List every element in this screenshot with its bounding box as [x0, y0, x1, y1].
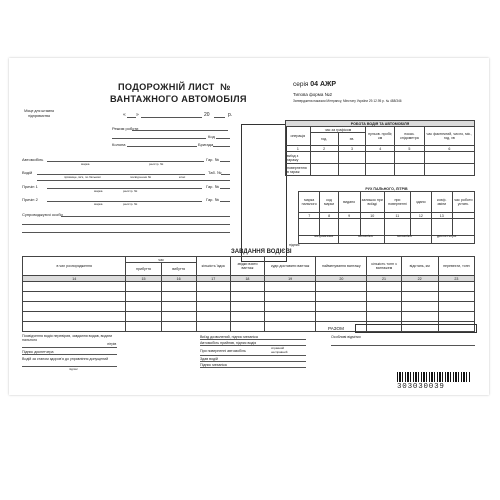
tt-cell[interactable] [265, 312, 316, 322]
ok-label: справний [271, 346, 285, 350]
svid-label: посвідчення № [130, 175, 152, 179]
tt-num: 20 [316, 276, 367, 282]
tr1-sub1: марка [94, 189, 103, 193]
form-approved: Затверджена наказом Мінтрансу, Мінстату України 29.12.95 р. № 488/346 [293, 99, 402, 103]
gar-label: Гар. № [206, 157, 219, 162]
health-label: Водій за станом здоров'я до управління допущений [22, 357, 109, 361]
gar2-field[interactable] [220, 188, 230, 189]
trailer1-label: Причіп 1 [22, 184, 38, 189]
tt-col: кількість тонн з вантажем [367, 257, 401, 276]
auto-field[interactable] [47, 161, 204, 162]
tt-col-time: час [126, 257, 196, 263]
tt-cell[interactable] [316, 312, 367, 322]
ft-cell[interactable] [431, 219, 452, 236]
total-label: РАЗОМ [328, 326, 344, 331]
escort-field-3[interactable] [22, 232, 230, 233]
wt-num: 4 [366, 146, 395, 152]
tr2-sub2: реєстр. № [123, 202, 138, 206]
tt-num: 17 [196, 276, 230, 282]
work-table [285, 120, 475, 176]
escort-field-2[interactable] [22, 224, 230, 225]
auto-sub1: марка [81, 162, 90, 166]
tt-cell[interactable] [438, 312, 474, 322]
tt-col: кількість їздок [196, 257, 230, 276]
tt-num: 21 [367, 276, 401, 282]
tt-col: прибуття [126, 263, 161, 276]
ft-num: 9 [338, 213, 360, 219]
tt-cell[interactable] [23, 322, 126, 332]
tt-cell[interactable] [161, 282, 196, 292]
wt-col-op: операція [286, 127, 311, 146]
tt-cell[interactable] [126, 302, 161, 312]
return-field[interactable] [200, 355, 306, 356]
ft-col: здано [410, 192, 431, 213]
gar-field[interactable] [220, 161, 230, 162]
footer-check: Посвідчення водія перевірив, завдання видав, видати пального [22, 334, 113, 343]
wt-cell[interactable] [366, 152, 395, 164]
tt-col: звідки взяти вантаж [230, 257, 264, 276]
day-field[interactable] [127, 117, 136, 118]
tt-cell[interactable] [230, 312, 264, 322]
tt-cell[interactable] [230, 322, 264, 332]
sign-mechanic1: механіка [358, 234, 373, 238]
wt-num: 6 [424, 146, 474, 152]
ft-col: залишок при виїзді [360, 192, 384, 213]
tt-cell[interactable] [316, 302, 367, 312]
ft-col: при поверненні [384, 192, 410, 213]
tt-cell[interactable] [265, 282, 316, 292]
title-line2: ВАНТАЖНОГО АВТОМОБІЛЯ [110, 94, 247, 104]
wt-num: 5 [395, 146, 425, 152]
ft-cell[interactable] [299, 219, 320, 236]
work-mode-label: Режим роботи [112, 126, 139, 131]
ft-cell[interactable] [384, 219, 410, 236]
tt-num: 23 [438, 276, 474, 282]
tt-num: 16 [161, 276, 196, 282]
dispatcher-sign-label: Підпис диспетчера [22, 350, 54, 354]
wt-col-zero: нульов. пробіг, км [366, 127, 395, 146]
tab-label: Таб. № [208, 170, 222, 175]
wt-cell[interactable] [310, 152, 338, 164]
tt-cell[interactable] [401, 312, 438, 322]
auto-label: Автомобіль [22, 157, 44, 162]
tt-col: відстань, км [401, 257, 438, 276]
wt-cell[interactable] [338, 152, 366, 164]
tt-cell[interactable] [401, 282, 438, 292]
tt-cell[interactable] [126, 312, 161, 322]
date-year: 20 [204, 112, 210, 118]
tt-num: 18 [230, 276, 264, 282]
tt-col: вибуття [161, 263, 196, 276]
gar2-label: Гар. № [206, 184, 219, 189]
tt-cell[interactable] [265, 322, 316, 332]
stamp-box [241, 124, 287, 262]
footer-field[interactable] [22, 347, 117, 348]
brigade-field[interactable] [213, 146, 230, 147]
trailer2-label: Причіп 2 [22, 197, 38, 202]
return-label: При поверненні автомобіль [200, 349, 246, 353]
tt-cell[interactable] [23, 312, 126, 322]
ft-num: 7 [299, 213, 320, 219]
task-title: ЗАВДАННЯ ВОДІЄВІ [231, 249, 292, 255]
wt-cell[interactable] [338, 164, 366, 176]
tt-cell[interactable] [367, 292, 401, 302]
work-mode-field[interactable] [132, 130, 228, 131]
gar3-field[interactable] [220, 201, 230, 202]
ft-num: 8 [320, 213, 338, 219]
waybill-form [9, 58, 489, 395]
tt-cell[interactable] [367, 312, 401, 322]
tab-field[interactable] [221, 174, 230, 175]
form-name: Типова форма №2 [293, 92, 332, 97]
tt-num: 14 [23, 276, 126, 282]
tr1-sub2: реєстр. № [123, 189, 138, 193]
tt-cell[interactable] [230, 282, 264, 292]
date-close: » [136, 112, 139, 118]
column-field[interactable] [127, 146, 197, 147]
sign-dispatcher: диспетчера [437, 234, 457, 238]
wt-cell[interactable] [424, 152, 474, 164]
wt-col-hour: год. [310, 133, 338, 146]
escort-field[interactable] [61, 216, 230, 217]
total-row[interactable] [355, 324, 477, 333]
tt-cell[interactable] [401, 302, 438, 312]
work-table-title: РОБОТА ВОДІЯ ТА АВТОМОБІЛЯ [286, 121, 475, 127]
wt-row-out: виїзд з гаражу [286, 152, 311, 164]
tt-cell[interactable] [438, 292, 474, 302]
tt-cell[interactable] [230, 292, 264, 302]
ft-col: коєф. зміни [431, 192, 452, 213]
tt-cell[interactable] [23, 292, 126, 302]
tt-cell[interactable] [316, 292, 367, 302]
wt-col-fact: час фактичний, число, міс., год, хв [424, 127, 474, 146]
driver-field-2[interactable] [37, 180, 230, 181]
driver-sub: прізвище, ім'я, по батькові [64, 175, 101, 179]
wt-cell[interactable] [310, 164, 338, 176]
tt-cell[interactable] [438, 282, 474, 292]
wt-col-graph: час за графіком [310, 127, 366, 133]
sign-sub: підпис [69, 367, 78, 371]
tt-cell[interactable] [367, 282, 401, 292]
auto-sub2: реєстр. № [149, 162, 164, 166]
wt-col-min: хв. [338, 133, 366, 146]
tt-cell[interactable] [367, 302, 401, 312]
wt-cell[interactable] [366, 164, 395, 176]
wt-num: 2 [310, 146, 338, 152]
ft-num: 10 [360, 213, 384, 219]
tt-cell[interactable] [161, 322, 196, 332]
tt-cell[interactable] [23, 282, 126, 292]
wt-cell[interactable] [395, 164, 425, 176]
fuel-table-title: РУХ ПАЛЬНОГО, ЛІТРІВ [299, 186, 475, 192]
tt-cell[interactable] [161, 312, 196, 322]
barcode-image [397, 372, 471, 382]
tt-cell[interactable] [230, 302, 264, 312]
year-field[interactable] [214, 117, 225, 118]
wt-col-odo: показ. спідометра [395, 127, 425, 146]
wt-num: 3 [338, 146, 366, 152]
escort-label: Супроводжуючі особи [22, 212, 63, 217]
ft-col: марка пального [299, 192, 320, 213]
tt-cell[interactable] [401, 292, 438, 302]
driver-label: Водій [22, 170, 33, 175]
org-field[interactable] [112, 138, 206, 139]
tt-cell[interactable] [196, 302, 230, 312]
tt-num: 19 [265, 276, 316, 282]
sign-mechanic2: механіка [397, 234, 412, 238]
wt-cell[interactable] [395, 152, 425, 164]
tt-num: 15 [126, 276, 161, 282]
tt-cell[interactable] [161, 302, 196, 312]
tt-cell[interactable] [196, 312, 230, 322]
series: серія 04 АЖР [293, 81, 337, 88]
wt-row-in: повернення в гараж [286, 164, 311, 176]
tt-cell[interactable] [161, 292, 196, 302]
faulty-label: несправний [271, 350, 288, 354]
ft-num: 11 [384, 213, 410, 219]
tt-cell[interactable] [23, 302, 126, 312]
date-open: « [123, 112, 126, 118]
accepted-field[interactable] [200, 345, 306, 346]
ft-col: код марки [320, 192, 338, 213]
tt-cell[interactable] [438, 302, 474, 312]
tt-cell[interactable] [196, 292, 230, 302]
column-label: Колона [112, 142, 126, 147]
ft-col: час роботи устатк. [452, 192, 474, 213]
title-line1: ПОДОРОЖНІЙ ЛИСТ № [118, 82, 231, 92]
ft-cell[interactable] [452, 219, 474, 236]
ft-cell[interactable] [320, 219, 338, 236]
gar3-label: Гар. № [206, 197, 219, 202]
tt-cell[interactable] [126, 322, 161, 332]
notes-label: Особливі відмітки [331, 335, 361, 339]
mech-sign-label: Підпис механіка [200, 363, 227, 367]
date-suffix: р. [228, 112, 233, 118]
wt-num: 1 [286, 146, 311, 152]
litres-label: літрів [107, 342, 117, 346]
sign-refueler: заправника [314, 234, 334, 238]
accepted-label: Автомобіль прийняв, підпис водія [200, 341, 257, 345]
tt-cell[interactable] [126, 282, 161, 292]
mech-sign-field[interactable] [200, 367, 306, 368]
code-label: Код [208, 134, 215, 139]
wt-cell[interactable] [424, 164, 474, 176]
exit-label: Виїзд дозволений, підпис механіка [200, 335, 258, 339]
ft-cell[interactable] [410, 219, 431, 236]
ft-cell[interactable] [338, 219, 360, 236]
tt-cell[interactable] [196, 322, 230, 332]
tt-col: перевезти, тонн [438, 257, 474, 276]
tt-col: в чиє розпорядження [23, 257, 126, 276]
ft-cell[interactable] [360, 219, 384, 236]
dispatcher-sign-field[interactable] [22, 354, 117, 355]
sign-label: підпис [289, 243, 300, 247]
handed-label: Здав водій [200, 357, 218, 361]
exit-field[interactable] [200, 339, 306, 340]
notes-field[interactable] [331, 345, 475, 346]
task-table [22, 256, 475, 332]
ft-num: 12 [410, 213, 431, 219]
ft-col: видано [338, 192, 360, 213]
stamp-label: Місце для штампа підприємства [24, 109, 54, 118]
barcode-number: 303030039 [397, 383, 445, 391]
klas-label: клас [179, 175, 186, 179]
tt-cell[interactable] [265, 302, 316, 312]
ft-num: 13 [431, 213, 452, 219]
tr2-sub1: марка [94, 202, 103, 206]
tt-col: куди доставити вантаж [265, 257, 316, 276]
code-field[interactable] [216, 138, 230, 139]
tt-col: найменування вантажу [316, 257, 367, 276]
tt-cell[interactable] [316, 282, 367, 292]
tt-cell[interactable] [196, 282, 230, 292]
month-field[interactable] [141, 117, 202, 118]
tt-cell[interactable] [265, 292, 316, 302]
tt-cell[interactable] [126, 292, 161, 302]
tt-num: 22 [401, 276, 438, 282]
brigade-label: Бригада [198, 142, 214, 147]
handed-field[interactable] [200, 361, 306, 362]
